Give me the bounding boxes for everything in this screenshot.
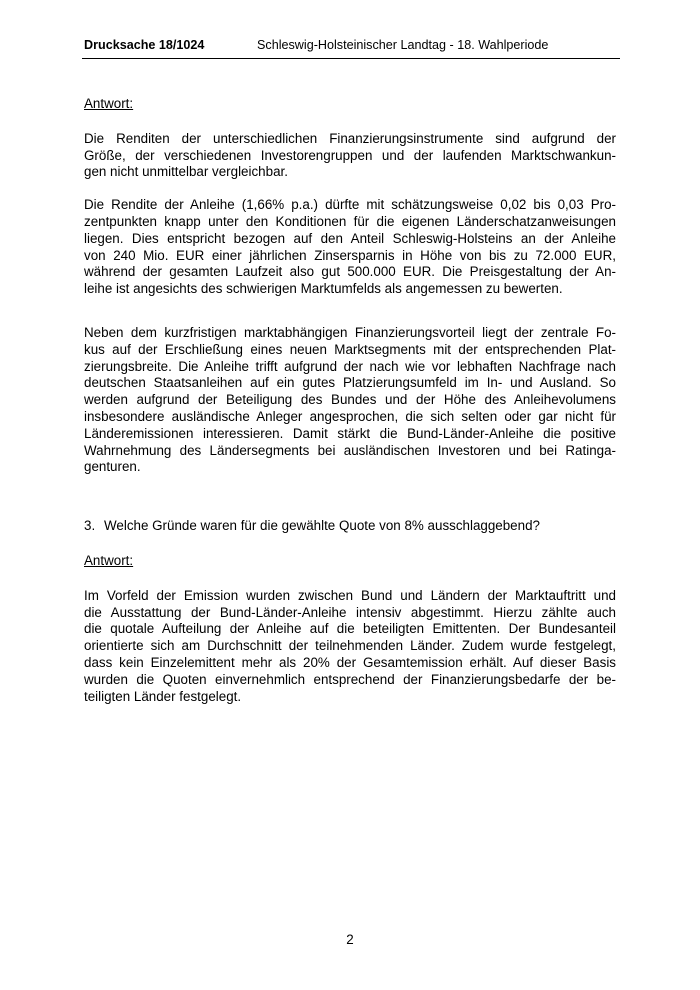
text-line: zierungsbreite. Die Anleihe trifft aufgrund der nach wie vor lebhaften Nachfrage nach [84,358,616,374]
landtag-title: Schleswig-Holsteinischer Landtag - 18. Wahlperiode [257,38,549,52]
text-line: leihe ist angesichts des schwierigen Marktumfelds als angemessen zu bewerten. [84,281,563,297]
page-number: 2 [346,932,354,947]
text-line: wurden die Quoten einvernehmlich entsprechend der Finanzierungsbedarfe der be- [84,671,616,687]
answer-paragraph-4 [84,588,616,706]
text-line: Wahrnehmung des Ländersegments bei ausländischen Investoren und bei Ratinga- [84,442,616,458]
text-line: gen nicht unmittelbar vergleichbar. [84,164,288,180]
text-line: Neben dem kurzfristigen marktabhängigen Finanzierungsvorteil liegt der zentrale Fo- [84,324,616,340]
question-number: 3. [84,518,96,534]
text-line: genturen. [84,459,141,475]
drucksache-number: Drucksache 18/1024 [84,38,205,52]
text-line: Größe, der verschiedenen Investorengruppen und der laufenden Marktschwankun- [84,147,616,163]
text-line: während der gesamten Laufzeit also gut 500.000 EUR. Die Preisgestaltung der An- [84,264,616,280]
text-line: Die Renditen der unterschiedlichen Finanzierungsinstrumente sind aufgrund der [84,130,616,146]
text-line: insbesondere ausländische Anleger angesprochen, die sich selten oder gar nicht für [84,408,616,424]
text-line: zentpunkten knapp unter den Konditionen für die eigenen Länderschatzanweisungen [84,213,616,229]
text-line: die quotale Aufteilung der Anleihe auf die beteiligten Emittenten. Der Bundesanteil [84,621,616,637]
answer-paragraph-1 [84,131,616,181]
header-divider [82,58,620,59]
text-line: Die Rendite der Anleihe (1,66% p.a.) dürfte mit schätzungsweise 0,02 bis 0,03 Pro- [84,197,616,213]
answer-label: Antwort: [84,96,134,111]
text-line: teiligten Länder festgelegt. [84,688,242,704]
text-line: orientierte sich am Durchschnitt der teilnehmenden Länder. Zudem wurde festgelegt, [84,638,616,654]
answer-label: Antwort: [84,552,134,568]
text-line: Im Vorfeld der Emission wurden zwischen Bund und Ländern der Marktauftritt und [84,587,616,603]
text-line: kus auf der Erschließung eines neuen Marktsegments mit der entsprechenden Plat- [84,341,616,357]
text-line: von 240 Mio. EUR einer jährlichen Zinsersparnis in Höhe von bis zu 72.000 EUR, [84,247,616,263]
answer-paragraph-3 [84,325,616,476]
question-3 [84,518,616,535]
question-text: Welche Gründe waren für die gewählte Quote von 8% ausschlaggebend? [104,518,540,534]
text-line: deutschen Staatsanleihen auf ein gutes Platzierungsumfeld im In- und Ausland. So [84,375,616,391]
document-body [84,96,616,705]
text-line: dass kein Einzelemittent mehr als 20% der Gesamtemission erhält. Auf dieser Basis [84,654,616,670]
answer-paragraph-2 [84,197,616,298]
text-line: die Ausstattung der Bund-Länder-Anleihe intensiv abgestimmt. Hierzu zählte auch [84,604,616,620]
text-line: liegen. Dies entspricht bezogen auf den Anteil Schleswig-Holsteins an der Anleihe [84,230,616,246]
text-line: Länderemissionen interessieren. Damit stärkt die Bund-Länder-Anleihe die positive [84,425,616,441]
text-line: werden aufgrund der Beteiligung des Bundes und der Höhe des Anleihevolumens [84,392,616,408]
